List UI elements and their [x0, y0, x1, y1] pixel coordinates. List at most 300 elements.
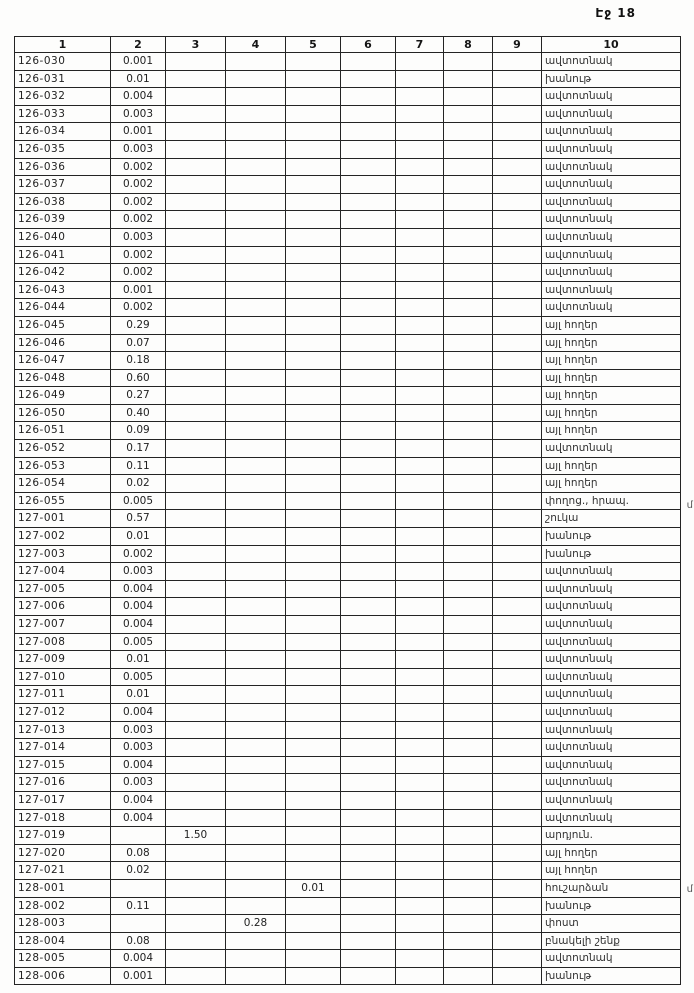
value-cell [396, 492, 444, 510]
margin-note: մ [686, 884, 693, 895]
value-cell [166, 158, 226, 176]
table-header-row [15, 37, 681, 53]
value-cell [396, 158, 444, 176]
value-cell [493, 158, 542, 176]
value-cell [396, 387, 444, 405]
value-cell [396, 440, 444, 458]
value-cell: 0.001 [111, 53, 166, 71]
value-cell [111, 827, 166, 845]
value-cell [341, 299, 396, 317]
value-cell [493, 88, 542, 106]
value-cell [226, 264, 286, 282]
value-cell [396, 967, 444, 985]
value-cell [341, 475, 396, 493]
value-cell [341, 721, 396, 739]
value-cell [226, 440, 286, 458]
code-cell: 126-034 [15, 123, 111, 141]
value-cell [286, 369, 341, 387]
landuse-cell: այլ հողեր [542, 862, 681, 880]
value-cell [166, 193, 226, 211]
table-row [15, 140, 681, 158]
value-cell [493, 721, 542, 739]
value-cell [166, 316, 226, 334]
table-row [15, 668, 681, 686]
value-cell [493, 404, 542, 422]
value-cell [341, 264, 396, 282]
value-cell [396, 88, 444, 106]
value-cell [444, 457, 493, 475]
landuse-cell: ավտոտնակ [542, 774, 681, 792]
value-cell [444, 598, 493, 616]
value-cell: 0.17 [111, 440, 166, 458]
landuse-cell: ավտոտնակ [542, 598, 681, 616]
value-cell [444, 809, 493, 827]
value-cell [493, 440, 542, 458]
value-cell [226, 53, 286, 71]
value-cell [493, 950, 542, 968]
value-cell [444, 739, 493, 757]
value-cell [226, 475, 286, 493]
value-cell [444, 369, 493, 387]
value-cell [444, 70, 493, 88]
value-cell: 0.09 [111, 422, 166, 440]
landuse-cell: խանութ [542, 528, 681, 546]
value-cell: 0.003 [111, 140, 166, 158]
value-cell [341, 686, 396, 704]
table-row [15, 457, 681, 475]
value-cell [444, 528, 493, 546]
value-cell [493, 563, 542, 581]
value-cell [444, 475, 493, 493]
table-row [15, 123, 681, 141]
table-row [15, 897, 681, 915]
table-row [15, 404, 681, 422]
value-cell [341, 510, 396, 528]
value-cell: 0.002 [111, 211, 166, 229]
table-row [15, 105, 681, 123]
value-cell [166, 228, 226, 246]
value-cell [444, 580, 493, 598]
landuse-cell: բնակելի շենք [542, 932, 681, 950]
value-cell [341, 422, 396, 440]
value-cell [286, 158, 341, 176]
value-cell [493, 369, 542, 387]
landuse-cell: ավտոտնակ [542, 281, 681, 299]
code-cell: 127-008 [15, 633, 111, 651]
value-cell [493, 686, 542, 704]
code-cell: 127-017 [15, 791, 111, 809]
value-cell [166, 510, 226, 528]
value-cell [493, 105, 542, 123]
code-cell: 126-039 [15, 211, 111, 229]
landuse-cell: ավտոտնակ [542, 211, 681, 229]
code-cell: 127-013 [15, 721, 111, 739]
code-cell: 126-052 [15, 440, 111, 458]
table-row [15, 686, 681, 704]
value-cell [396, 633, 444, 651]
value-cell [166, 211, 226, 229]
landuse-cell: ավտոտնակ [542, 950, 681, 968]
value-cell [166, 809, 226, 827]
value-cell [286, 246, 341, 264]
value-cell [396, 616, 444, 634]
landuse-cell: այլ հողեր [542, 475, 681, 493]
value-cell [286, 123, 341, 141]
value-cell: 0.004 [111, 88, 166, 106]
value-cell [493, 739, 542, 757]
value-cell [286, 70, 341, 88]
value-cell [396, 316, 444, 334]
landuse-cell: շուկա [542, 510, 681, 528]
code-cell: 126-050 [15, 404, 111, 422]
column-header: 3 [166, 37, 226, 53]
column-header: 5 [286, 37, 341, 53]
value-cell [286, 633, 341, 651]
value-cell [493, 475, 542, 493]
code-cell: 126-051 [15, 422, 111, 440]
value-cell: 0.01 [111, 70, 166, 88]
code-cell: 128-004 [15, 932, 111, 950]
value-cell [444, 211, 493, 229]
value-cell [396, 422, 444, 440]
landuse-cell: ավտոտնակ [542, 809, 681, 827]
value-cell [493, 211, 542, 229]
value-cell [396, 598, 444, 616]
value-cell [396, 545, 444, 563]
value-cell [341, 809, 396, 827]
value-cell [444, 264, 493, 282]
value-cell [444, 334, 493, 352]
landuse-cell: այլ հողեր [542, 334, 681, 352]
value-cell [166, 264, 226, 282]
value-cell [493, 299, 542, 317]
value-cell [396, 791, 444, 809]
value-cell: 0.11 [111, 897, 166, 915]
value-cell [166, 950, 226, 968]
value-cell [396, 756, 444, 774]
value-cell [226, 316, 286, 334]
value-cell: 0.57 [111, 510, 166, 528]
value-cell [166, 422, 226, 440]
code-cell: 127-021 [15, 862, 111, 880]
value-cell [341, 70, 396, 88]
landuse-cell: այլ հողեր [542, 457, 681, 475]
value-cell: 0.01 [286, 879, 341, 897]
value-cell [286, 827, 341, 845]
landuse-cell: ավտոտնակ [542, 193, 681, 211]
value-cell: 0.002 [111, 545, 166, 563]
landuse-cell: այլ հողեր [542, 844, 681, 862]
code-cell: 126-053 [15, 457, 111, 475]
value-cell [396, 668, 444, 686]
value-cell: 0.004 [111, 756, 166, 774]
table-row [15, 774, 681, 792]
value-cell: 0.004 [111, 791, 166, 809]
code-cell: 128-003 [15, 915, 111, 933]
value-cell [286, 616, 341, 634]
landuse-cell: խանութ [542, 897, 681, 915]
table-row [15, 580, 681, 598]
table-row [15, 563, 681, 581]
table-row [15, 440, 681, 458]
code-cell: 126-030 [15, 53, 111, 71]
value-cell [444, 791, 493, 809]
value-cell [493, 616, 542, 634]
table-row [15, 721, 681, 739]
value-cell [341, 193, 396, 211]
code-cell: 126-046 [15, 334, 111, 352]
landuse-cell: այլ հողեր [542, 352, 681, 370]
value-cell: 0.003 [111, 228, 166, 246]
landuse-cell: ավտոտնակ [542, 739, 681, 757]
value-cell [286, 545, 341, 563]
value-cell: 0.27 [111, 387, 166, 405]
value-cell [166, 53, 226, 71]
value-cell [286, 791, 341, 809]
value-cell [226, 176, 286, 194]
value-cell [396, 950, 444, 968]
value-cell [493, 228, 542, 246]
value-cell [493, 53, 542, 71]
table-row [15, 756, 681, 774]
value-cell [166, 299, 226, 317]
code-cell: 126-038 [15, 193, 111, 211]
code-cell: 126-037 [15, 176, 111, 194]
value-cell [226, 967, 286, 985]
code-cell: 126-041 [15, 246, 111, 264]
landuse-cell: ավտոտնակ [542, 703, 681, 721]
value-cell [166, 140, 226, 158]
value-cell [396, 211, 444, 229]
value-cell [396, 915, 444, 933]
code-cell: 126-032 [15, 88, 111, 106]
value-cell [444, 140, 493, 158]
value-cell [286, 809, 341, 827]
value-cell [286, 352, 341, 370]
value-cell [444, 897, 493, 915]
value-cell [166, 739, 226, 757]
value-cell [396, 70, 444, 88]
value-cell [396, 686, 444, 704]
value-cell [286, 440, 341, 458]
table-row [15, 915, 681, 933]
value-cell [226, 369, 286, 387]
value-cell [341, 369, 396, 387]
value-cell [444, 440, 493, 458]
landuse-cell: ավտոտնակ [542, 580, 681, 598]
value-cell [493, 352, 542, 370]
value-cell [396, 193, 444, 211]
value-cell [166, 457, 226, 475]
landuse-cell: փողոց., հրապ. [542, 492, 681, 510]
value-cell [286, 211, 341, 229]
landuse-cell: ավտոտնակ [542, 616, 681, 634]
value-cell [444, 53, 493, 71]
value-cell [226, 123, 286, 141]
value-cell [226, 140, 286, 158]
column-header: 9 [493, 37, 542, 53]
value-cell [444, 299, 493, 317]
value-cell [226, 246, 286, 264]
column-header: 8 [444, 37, 493, 53]
value-cell [493, 668, 542, 686]
value-cell [286, 703, 341, 721]
value-cell [341, 316, 396, 334]
value-cell [341, 440, 396, 458]
value-cell [444, 633, 493, 651]
value-cell: 0.60 [111, 369, 166, 387]
value-cell [341, 88, 396, 106]
value-cell [286, 140, 341, 158]
table-row [15, 334, 681, 352]
value-cell [341, 950, 396, 968]
code-cell: 127-002 [15, 528, 111, 546]
value-cell: 0.005 [111, 668, 166, 686]
table-row [15, 809, 681, 827]
value-cell [493, 545, 542, 563]
value-cell: 0.003 [111, 105, 166, 123]
landuse-cell: արդյուն. [542, 827, 681, 845]
value-cell: 0.02 [111, 862, 166, 880]
code-cell: 127-018 [15, 809, 111, 827]
code-cell: 128-006 [15, 967, 111, 985]
code-cell: 126-054 [15, 475, 111, 493]
value-cell: 0.002 [111, 176, 166, 194]
value-cell [286, 53, 341, 71]
value-cell [286, 264, 341, 282]
value-cell [444, 721, 493, 739]
value-cell [166, 563, 226, 581]
value-cell [286, 88, 341, 106]
value-cell [341, 791, 396, 809]
value-cell [226, 528, 286, 546]
landuse-cell: այլ հողեր [542, 404, 681, 422]
value-cell: 0.08 [111, 932, 166, 950]
landuse-cell: ավտոտնակ [542, 668, 681, 686]
value-cell [493, 140, 542, 158]
value-cell [396, 739, 444, 757]
code-cell: 126-043 [15, 281, 111, 299]
code-cell: 127-016 [15, 774, 111, 792]
table-row [15, 950, 681, 968]
value-cell [493, 123, 542, 141]
value-cell [341, 967, 396, 985]
value-cell: 0.01 [111, 651, 166, 669]
table-row [15, 193, 681, 211]
code-cell: 127-005 [15, 580, 111, 598]
value-cell [166, 703, 226, 721]
value-cell [166, 475, 226, 493]
value-cell [444, 123, 493, 141]
value-cell: 0.004 [111, 598, 166, 616]
value-cell [226, 105, 286, 123]
value-cell [286, 563, 341, 581]
code-cell: 127-020 [15, 844, 111, 862]
value-cell [444, 651, 493, 669]
landuse-cell: ավտոտնակ [542, 140, 681, 158]
value-cell [226, 668, 286, 686]
value-cell [493, 510, 542, 528]
value-cell [166, 387, 226, 405]
value-cell [166, 334, 226, 352]
table-row [15, 703, 681, 721]
data-table [14, 36, 681, 985]
value-cell [493, 827, 542, 845]
value-cell [396, 369, 444, 387]
value-cell [341, 774, 396, 792]
value-cell [444, 950, 493, 968]
value-cell [226, 563, 286, 581]
value-cell [166, 932, 226, 950]
value-cell [396, 334, 444, 352]
value-cell [444, 862, 493, 880]
value-cell: 0.18 [111, 352, 166, 370]
value-cell: 0.29 [111, 316, 166, 334]
code-cell: 126-033 [15, 105, 111, 123]
table-row [15, 651, 681, 669]
code-cell: 127-015 [15, 756, 111, 774]
value-cell: 0.002 [111, 158, 166, 176]
value-cell [341, 915, 396, 933]
value-cell [341, 334, 396, 352]
value-cell [493, 809, 542, 827]
value-cell [166, 756, 226, 774]
value-cell [286, 281, 341, 299]
value-cell [396, 457, 444, 475]
value-cell [226, 422, 286, 440]
value-cell [166, 246, 226, 264]
code-cell: 126-045 [15, 316, 111, 334]
landuse-cell: ավտոտնակ [542, 264, 681, 282]
value-cell [444, 616, 493, 634]
value-cell [286, 668, 341, 686]
landuse-cell: ավտոտնակ [542, 299, 681, 317]
value-cell [396, 105, 444, 123]
landuse-cell: ավտոտնակ [542, 53, 681, 71]
value-cell [444, 915, 493, 933]
value-cell [341, 352, 396, 370]
value-cell [226, 492, 286, 510]
value-cell: 0.07 [111, 334, 166, 352]
value-cell: 0.002 [111, 193, 166, 211]
value-cell [444, 545, 493, 563]
value-cell [286, 756, 341, 774]
value-cell [166, 369, 226, 387]
value-cell [286, 580, 341, 598]
value-cell [341, 563, 396, 581]
value-cell [226, 721, 286, 739]
value-cell [396, 475, 444, 493]
value-cell [396, 281, 444, 299]
value-cell [493, 879, 542, 897]
value-cell [444, 510, 493, 528]
value-cell: 0.004 [111, 809, 166, 827]
table-row [15, 844, 681, 862]
value-cell: 0.01 [111, 686, 166, 704]
value-cell [444, 316, 493, 334]
value-cell [341, 246, 396, 264]
value-cell [396, 299, 444, 317]
table-row [15, 492, 681, 510]
value-cell [444, 563, 493, 581]
value-cell [286, 932, 341, 950]
value-cell [493, 387, 542, 405]
value-cell [286, 915, 341, 933]
value-cell [226, 158, 286, 176]
value-cell [341, 598, 396, 616]
value-cell [226, 88, 286, 106]
code-cell: 126-040 [15, 228, 111, 246]
